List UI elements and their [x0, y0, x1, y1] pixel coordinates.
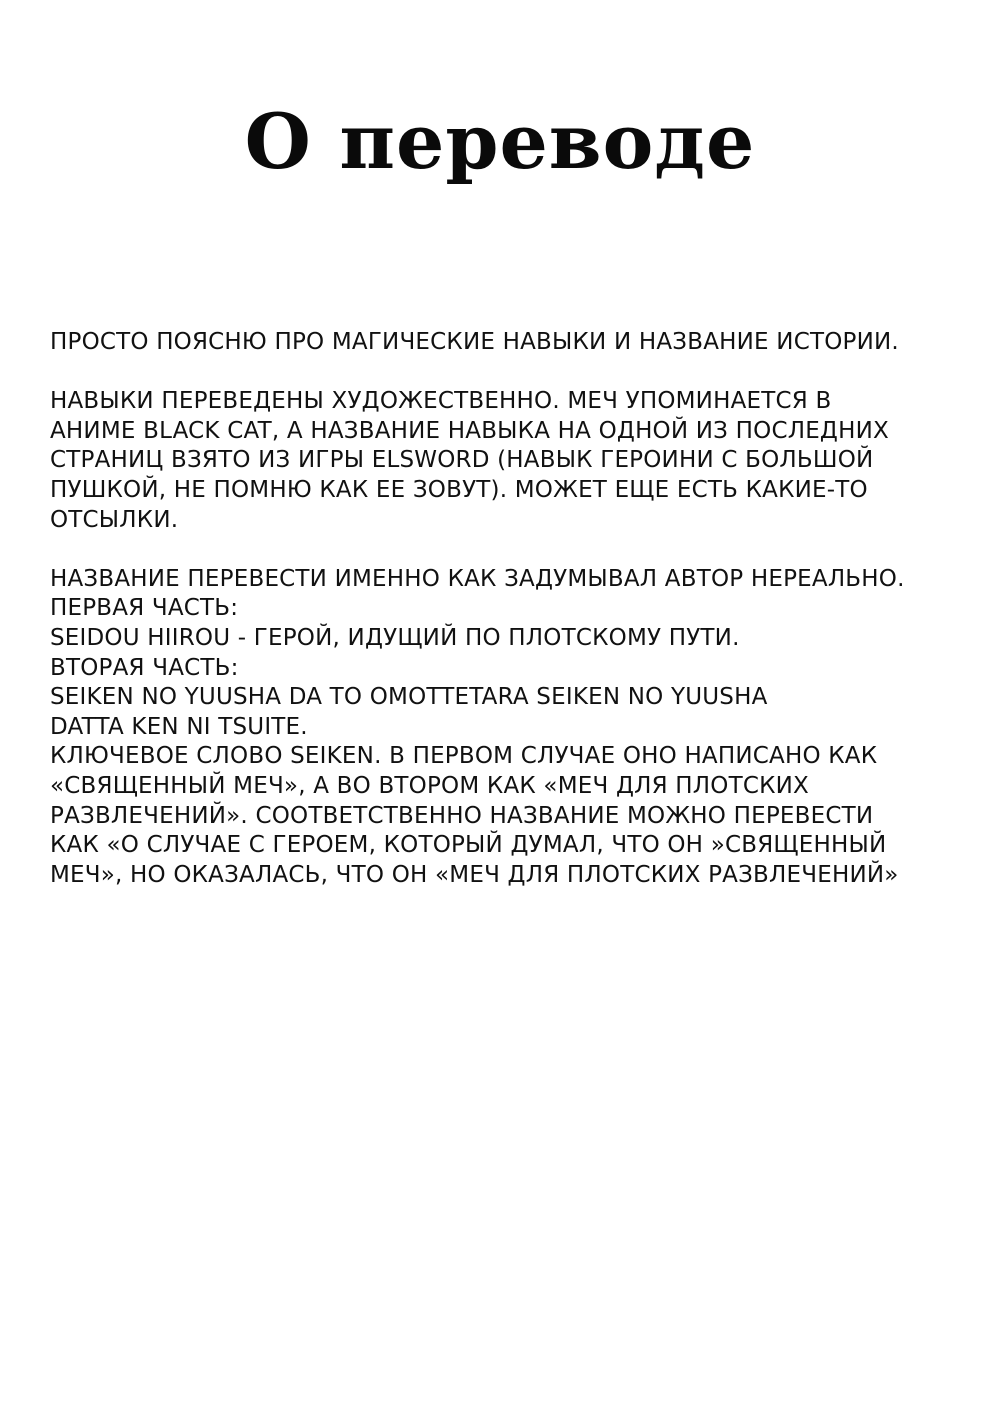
- paragraph-skills: [50, 387, 980, 535]
- text-line: DATTA KEN NI TSUITE.: [50, 713, 308, 740]
- paragraph-intro: [50, 328, 980, 358]
- text-line: НАЗВАНИЕ ПЕРЕВЕСТИ ИМЕННО КАК ЗАДУМЫВАЛ АВТОР НЕРЕАЛЬНО.: [50, 565, 905, 592]
- text-line: КЛЮЧЕВОЕ СЛОВО SEIKEN. В ПЕРВОМ СЛУЧАЕ ОНО НАПИСАНО КАК: [50, 743, 878, 770]
- text-line: ОТСЫЛКИ.: [50, 506, 179, 533]
- text-line: ПУШКОЙ, НЕ ПОМНЮ КАК ЕЕ ЗОВУТ). МОЖЕТ ЕЩЕ ЕСТЬ КАКИЕ-ТО: [50, 476, 868, 503]
- text-line: НАВЫКИ ПЕРЕВЕДЕНЫ ХУДОЖЕСТВЕННО. МЕЧ УПОМИНАЕТСЯ В: [50, 388, 832, 415]
- paragraph-title-explanation: [50, 565, 980, 891]
- text-line: ВТОРАЯ ЧАСТЬ:: [50, 654, 239, 681]
- page-title: О переводе: [244, 97, 756, 186]
- translator-note: [50, 328, 980, 890]
- text-line: SEIKEN NO YUUSHA DA TO OMOTTETARA SEIKEN NO YUUSHA: [50, 684, 768, 711]
- text-line: ПРОСТО ПОЯСНЮ ПРО МАГИЧЕСКИЕ НАВЫКИ И НАЗВАНИЕ ИСТОРИИ.: [50, 329, 899, 355]
- text-line: СТРАНИЦ ВЗЯТО ИЗ ИГРЫ ELSWORD (НАВЫК ГЕРОИНИ С БОЛЬШОЙ: [50, 447, 874, 474]
- text-line: SEIDOU HIIROU - ГЕРОЙ, ИДУЩИЙ ПО ПЛОТСКОМУ ПУТИ.: [50, 624, 740, 651]
- text-line: РАЗВЛЕЧЕНИЙ». СООТВЕТСТВЕННО НАЗВАНИЕ МОЖНО ПЕРЕВЕСТИ: [50, 802, 874, 829]
- text-line: «СВЯЩЕННЫЙ МЕЧ», А ВО ВТОРОМ КАК «МЕЧ ДЛЯ ПЛОТСКИХ: [50, 772, 809, 799]
- text-line: АНИМЕ BLACK CAT, А НАЗВАНИЕ НАВЫКА НА ОДНОЙ ИЗ ПОСЛЕДНИХ: [50, 417, 889, 444]
- text-line: МЕЧ», НО ОКАЗАЛАСЬ, ЧТО ОН «МЕЧ ДЛЯ ПЛОТСКИХ РАЗВЛЕЧЕНИЙ»: [50, 861, 899, 888]
- text-line: КАК «О СЛУЧАЕ С ГЕРОЕМ, КОТОРЫЙ ДУМАЛ, ЧТО ОН »СВЯЩЕННЫЙ: [50, 832, 887, 859]
- text-line: ПЕРВАЯ ЧАСТЬ:: [50, 595, 239, 622]
